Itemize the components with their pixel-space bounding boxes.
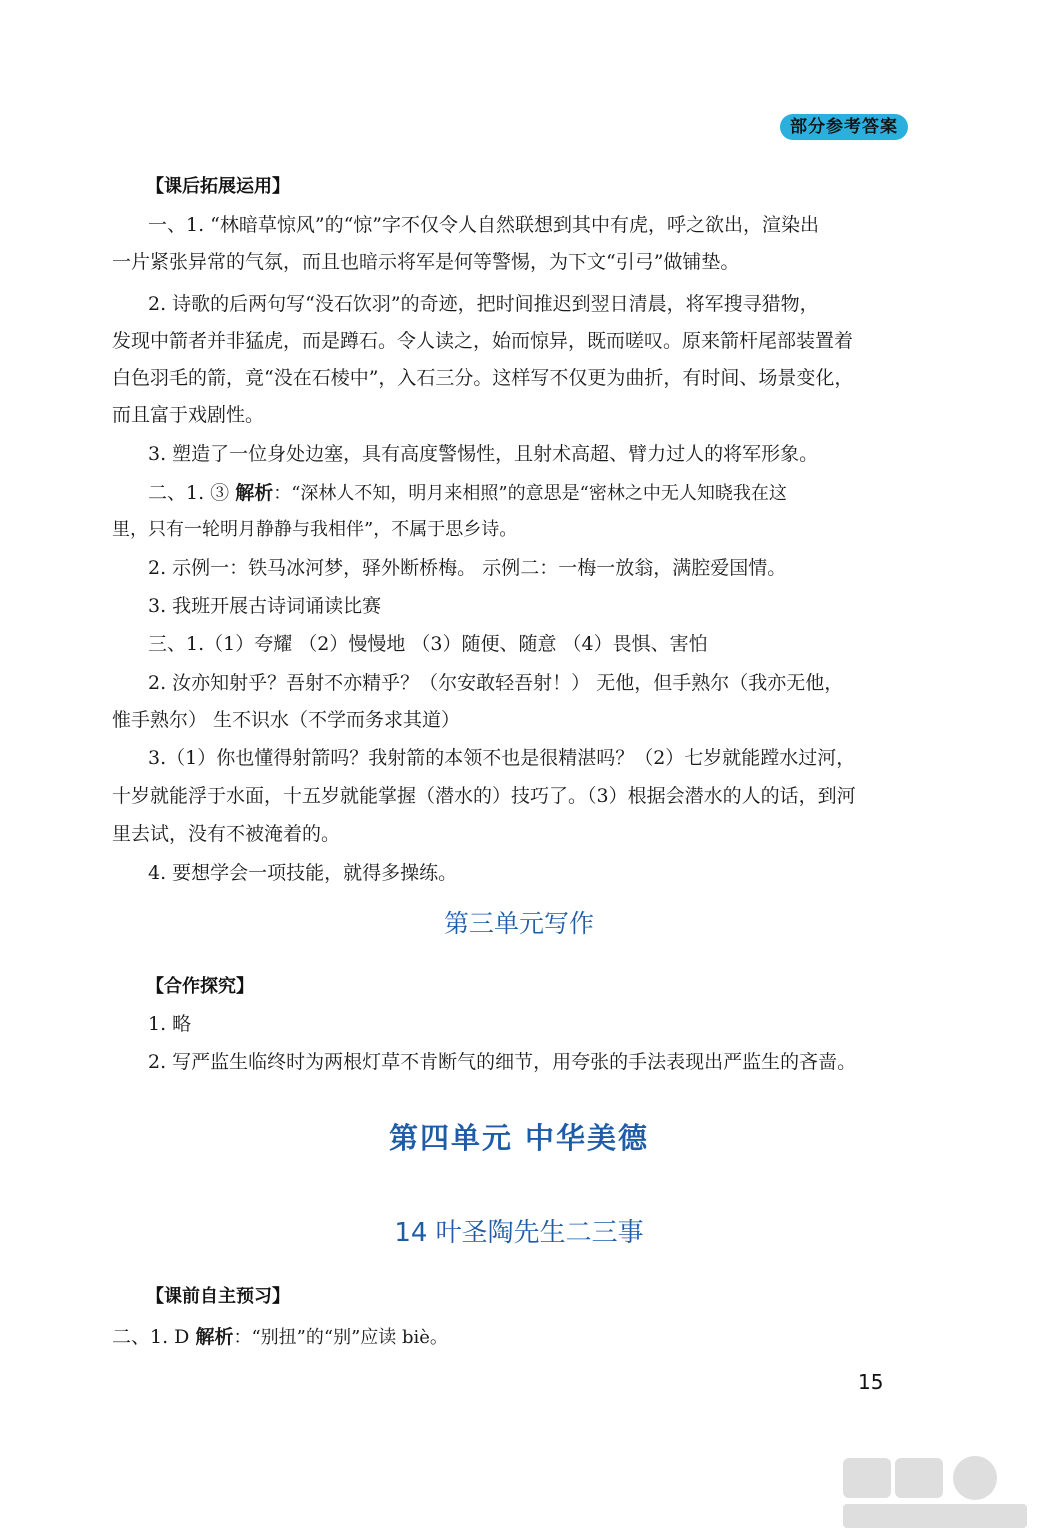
analysis-label: 解析 bbox=[195, 1326, 234, 1348]
analysis-text: ：“别扭”的“别”应读 biè。 bbox=[233, 1327, 448, 1348]
section-title-cooperation: 【合作探究】 bbox=[146, 976, 254, 997]
answer-line: 惟手熟尔） 生不识水（不学而务求其道） bbox=[112, 709, 461, 731]
answer-number: 二、1. D bbox=[112, 1326, 196, 1348]
answer-line: 3. 我班开展古诗词诵读比赛 bbox=[148, 595, 382, 617]
answer-line: 1. 略 bbox=[148, 1013, 192, 1035]
answer-line: 而且富于戏剧性。 bbox=[112, 404, 265, 426]
answer-line: 2. 汝亦知射乎？吾射不亦精乎？（尔安敢轻吾射！） 无他，但手熟尔（我亦无他， bbox=[148, 672, 844, 694]
page-number: 15 bbox=[858, 1370, 884, 1394]
watermark-logo bbox=[835, 1452, 1035, 1532]
answer-section-badge: 部分参考答案 bbox=[780, 114, 908, 140]
answer-line: 三、1.（1）夸耀 （2）慢慢地 （3）随便、随意 （4）畏惧、害怕 bbox=[148, 633, 708, 655]
answer-line: 3. 塑造了一位身处边塞，具有高度警惕性，且射术高超、臂力过人的将军形象。 bbox=[148, 443, 819, 465]
analysis-label: 解析 bbox=[235, 482, 274, 504]
answer-line: 2. 诗歌的后两句写“没石饮羽”的奇迹，把时间推迟到翌日清晨，将军搜寻猎物， bbox=[148, 293, 819, 315]
answer-line: 一片紧张异常的气氛，而且也暗示将军是何等警惕，为下文“引弓”做铺垫。 bbox=[112, 251, 740, 273]
answer-line: 白色羽毛的箭，竟“没在石棱中”，入石三分。这样写不仅更为曲折，有时间、场景变化， bbox=[112, 367, 854, 389]
section-title-extension: 【课后拓展运用】 bbox=[146, 176, 290, 197]
answer-line: 3.（1）你也懂得射箭吗？我射箭的本领不也是很精湛吗？（2）七岁就能蹚水过河， bbox=[148, 747, 856, 769]
unit4-heading: 第四单元 中华美德 bbox=[388, 1121, 650, 1155]
section-title-preview: 【课前自主预习】 bbox=[146, 1286, 290, 1307]
answer-line: 4. 要想学会一项技能，就得多操练。 bbox=[148, 862, 458, 884]
answer-line: 2. 示例一：铁马冰河梦，驿外断桥梅。 示例二：一梅一放翁，满腔爱国情。 bbox=[148, 557, 787, 579]
answer-line: 里去试，没有不被淹着的。 bbox=[112, 823, 341, 845]
lesson-heading: 14 叶圣陶先生二三事 bbox=[394, 1218, 644, 1248]
answer-line: 十岁就能浮于水面，十五岁就能掌握（潜水的）技巧了。（3）根据会潜水的人的话，到河 bbox=[112, 785, 856, 807]
analysis-text: ：“深林人不知，明月来相照”的意思是“密林之中无人知晓我在这 bbox=[273, 483, 787, 504]
answer-line: 一、1. “林暗草惊风”的“惊”字不仅令人自然联想到其中有虎，呼之欲出，渲染出 bbox=[148, 214, 820, 236]
unit3-writing-heading: 第三单元写作 bbox=[443, 909, 594, 938]
answer-line: 2. 写严监生临终时为两根灯草不肯断气的细节，用夸张的手法表现出严监生的吝啬。 bbox=[148, 1051, 857, 1073]
answer-number: 二、1. ③ bbox=[148, 482, 236, 504]
answer-line: 发现中箭者并非猛虎，而是蹲石。令人读之，始而惊异，既而嗟叹。原来箭杆尾部装置着 bbox=[112, 330, 854, 352]
answer-line-with-analysis bbox=[148, 478, 948, 505]
answer-line: 里，只有一轮明月静静与我相伴”，不属于思乡诗。 bbox=[112, 519, 518, 540]
answer-line-with-analysis bbox=[112, 1322, 912, 1349]
